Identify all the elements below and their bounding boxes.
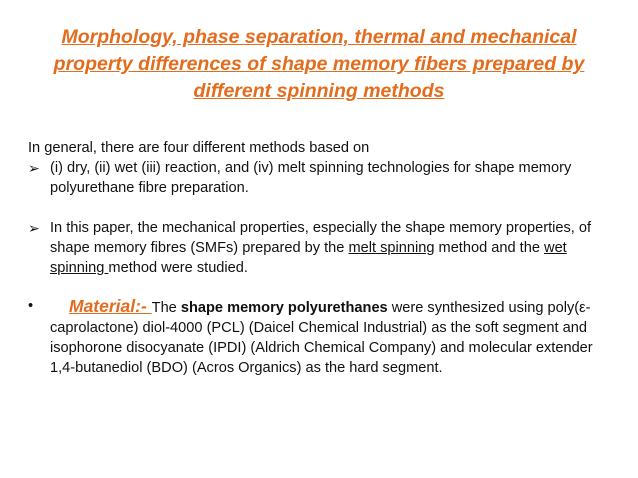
bullet-study: [28, 218, 618, 278]
bullet-material: [28, 296, 618, 378]
arrow-bullet-icon: ➢: [28, 160, 40, 176]
material-lead: The: [151, 300, 181, 316]
wet-spinning-term: wet spinning: [50, 240, 567, 276]
title-line-3: different spinning methods: [193, 80, 445, 102]
bullet-study-text-3: method were studied.: [108, 260, 248, 276]
round-bullet-icon: •: [28, 298, 34, 314]
title-line-1: Morphology, phase separation, thermal and mechanical: [61, 26, 577, 48]
intro-text: In general, there are four different methods based on: [28, 140, 370, 156]
bullet-study-text-2: method and the: [434, 240, 545, 256]
material-text: were synthesized using poly(ε-caprolactone) diol-4000 (PCL) (Daicel Chemical Industrial) as the soft segment and isophorone disocyanate (IPDI) (Aldrich Chemical Company) and molecular extender 1,4-butanediol (BDO) (Acros Organics) as the hard segment.: [50, 300, 593, 376]
material-strong: shape memory polyurethanes: [180, 300, 388, 316]
bullet-methods: [28, 158, 618, 198]
bullet-methods-text: (i) dry, (ii) wet (iii) reaction, and (iv) melt spinning technologies for shape memory polyurethane fibre preparation.: [50, 160, 572, 196]
arrow-bullet-icon: ➢: [28, 220, 40, 236]
bullet-study-text-1: In this paper, the mechanical properties, especially the shape memory properties, of shape memory fibres (SMFs) prepared by the: [50, 220, 592, 256]
slide-title: [20, 24, 618, 105]
melt-spinning-term: melt spinning: [348, 240, 435, 256]
title-line-2: property differences of shape memory fibers prepared by: [53, 53, 585, 75]
slide-body: [28, 138, 618, 393]
material-label: Material:-: [69, 296, 152, 316]
